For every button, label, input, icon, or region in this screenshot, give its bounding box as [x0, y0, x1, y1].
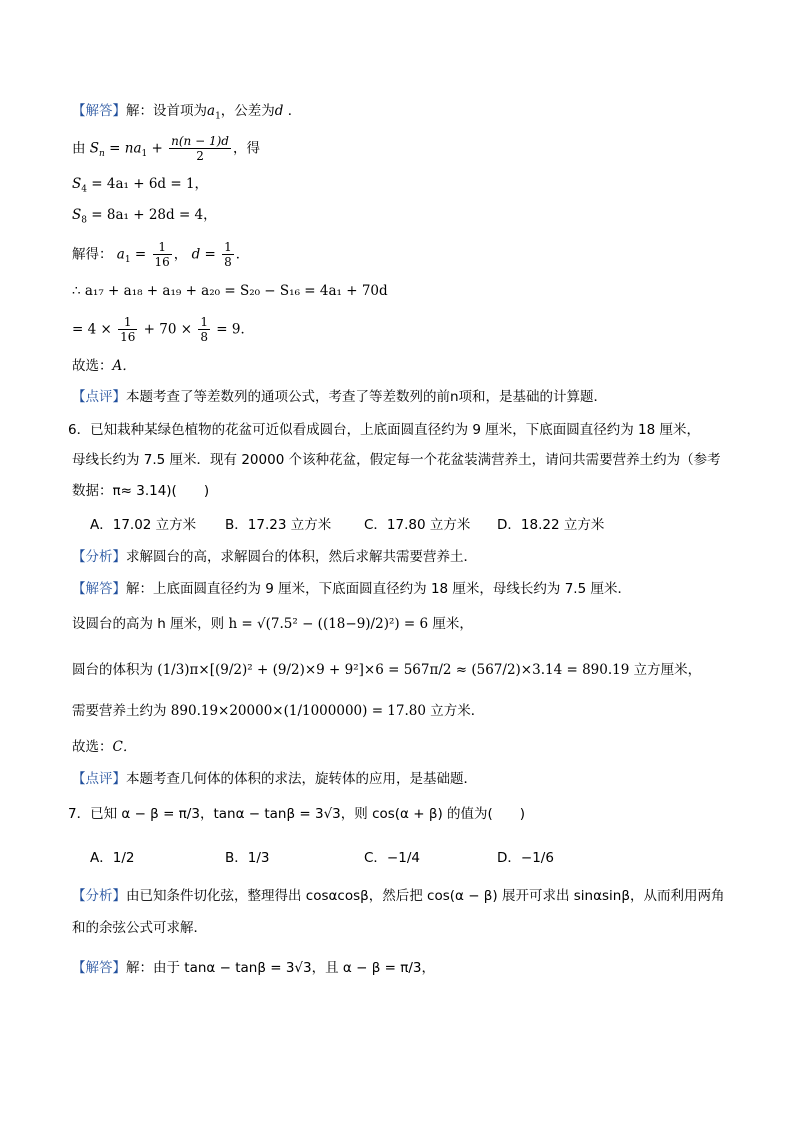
q7-option-d[interactable]: D．−1/6: [497, 850, 554, 866]
q7-answer-line: [72, 958, 435, 978]
q6-volume-line: [72, 660, 701, 680]
q6-option-b[interactable]: B．17.23 立方米: [225, 517, 332, 533]
analysis-tag: 【分析】: [72, 549, 126, 565]
analysis-text-1: 由已知条件切化弦，整理得出 cosαcosβ，然后把 cos(α − β) 展开可求出 sinαsinβ，从而利用两角: [126, 888, 725, 904]
q5-sum-line: ∴ a₁₇ + a₁₈ + a₁₉ + a₂₀ = S₂₀ − S₁₆ = 4a₁ + 70d: [72, 283, 388, 299]
q5-choice-line: [72, 356, 136, 376]
comment-tag: 【点评】: [72, 771, 126, 787]
q7-option-b[interactable]: B．1/3: [225, 850, 270, 866]
q6-option-d[interactable]: D．18.22 立方米: [497, 517, 605, 533]
q6-answer-line: [72, 579, 631, 599]
result-end: = 9．: [216, 321, 254, 338]
q6-height-line: [72, 614, 473, 634]
choice-lead: 故选：: [72, 739, 113, 755]
q7-option-a[interactable]: A．1/2: [90, 850, 135, 866]
volume-expression: (1/3)π×[(9/2)² + (9/2)×9 + 9²]×6 = 567π/2 ≈ (567/2)×3.14 = 890.19 立方厘米，: [157, 662, 702, 678]
height-lead: 设圆台的高为 h 厘米，则: [72, 616, 225, 632]
q7-option-c[interactable]: C．−1/4: [364, 850, 420, 866]
choice-lead: 故选：: [72, 358, 113, 374]
q6-stem-line-2: 母线长约为 7.5 厘米．现有 20000 个该种花盆，假定每一个花盆装满营养土，请问共需要营养土约为（参考: [72, 452, 721, 468]
q5-s4-line: $S_4 = 4a_1 + 6d = 1$，: [72, 176, 209, 195]
answer-text: 解：上底面圆直径约为 9 厘米，下底面圆直径约为 18 厘米，母线长约为 7.5 厘米．: [126, 581, 631, 597]
result-mid: + 70 ×: [143, 321, 193, 338]
height-expression: h = √(7.5² − ((18−9)/2)²) = 6 厘米，: [228, 616, 473, 632]
answer-tag: 【解答】: [72, 103, 126, 119]
volume-lead: 圆台的体积为: [72, 662, 153, 678]
q6-option-c[interactable]: C．17.80 立方米: [364, 517, 471, 533]
q5-given-line: 由 $S_n = na_1$ + $\frac{n(n - 1)d}{2}$ ，得: [72, 134, 260, 163]
q5-s8-line: $S_8 = 8a_1 + 28d = 4$，: [72, 207, 217, 226]
q6-soil-line: [72, 701, 484, 721]
q7-stem-line: 7．已知 α − β = π/3，tanα − tanβ = 3√3，则 cos(α + β) 的值为( ): [68, 806, 526, 822]
q6-comment-line: [72, 769, 477, 789]
soil-lead: 需要营养土约为: [72, 703, 167, 719]
given-lead: 由: [72, 140, 86, 157]
q6-option-a[interactable]: A．17.02 立方米: [90, 517, 197, 533]
q7-analysis-line-2: 和的余弦公式可求解．: [72, 920, 207, 936]
q7-analysis-line-1: [72, 886, 724, 906]
answer-text-2: ，公差为: [220, 103, 275, 119]
analysis-tag: 【分析】: [72, 888, 126, 904]
q6-stem-line-3: 数据：π≈ 3.14)( ): [72, 483, 210, 499]
q5-comment-line: [72, 387, 607, 407]
comment-tag: 【点评】: [72, 389, 126, 405]
q5-result-line: = 4 × $\frac{1}{16}$ + 70 × $\frac{1}{8}$ = 9．: [72, 315, 254, 344]
answer-text: 解：设首项为: [126, 103, 207, 119]
q5-answer-line: 【解答】解：设首项为$a_1$，公差为d ．: [72, 103, 302, 122]
analysis-text: 求解圆台的高，求解圆台的体积，然后求解共需要营养土．: [126, 549, 477, 565]
answer-text: 解：由于 tanα − tanβ = 3√3，且 α − β = π/3，: [126, 960, 435, 976]
comment-text: 本题考查几何体的体积的求法，旋转体的应用，是基础题．: [126, 771, 477, 787]
sum-formula-fraction: $\frac{n(n - 1)d}{2}$: [171, 134, 229, 163]
q5-solve-line: 解得： $a_1$ = $\frac{1}{16}$ ， d = $\frac{1}{8}$ ．: [72, 240, 250, 269]
soil-expression: 890.19×20000×(1/1000000) = 17.80 立方米．: [170, 703, 485, 719]
choice-value: A．: [112, 358, 136, 374]
choice-value: C．: [112, 739, 137, 755]
q6-analysis-line: [72, 547, 477, 567]
answer-tag: 【解答】: [72, 581, 126, 597]
answer-tag: 【解答】: [72, 960, 126, 976]
result-pre: = 4 ×: [72, 321, 112, 338]
s8-equation: = 8a₁ + 28d = 4，: [91, 207, 217, 223]
comment-text: 本题考查了等差数列的通项公式，考查了等差数列的前n项和，是基础的计算题．: [126, 389, 608, 405]
s4-equation: = 4a₁ + 6d = 1，: [91, 176, 209, 192]
q6-stem-line-1: 6．已知栽种某绿色植物的花盆可近似看成圆台，上底面圆直径约为 9 厘米，下底面圆直径约为 18 厘米，: [68, 422, 701, 438]
given-tail: ，得: [232, 140, 260, 157]
solve-lead: 解得：: [72, 246, 113, 263]
q6-choice-line: [72, 737, 136, 757]
